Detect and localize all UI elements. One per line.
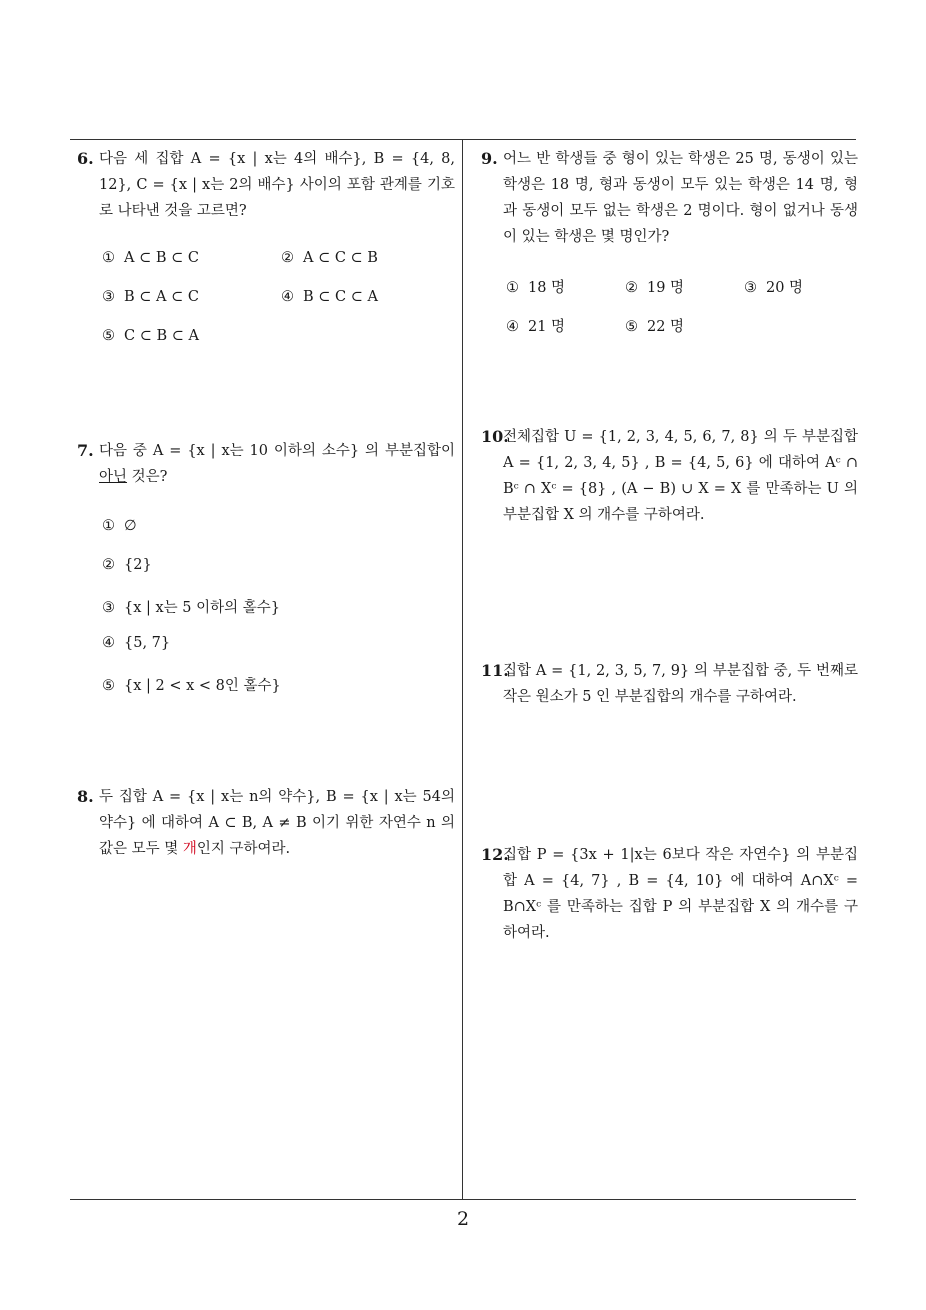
problem-text: 어느 반 학생들 중 형이 있는 학생은 25 명, 동생이 있는 학생은 18 명, 형과 동생이 모두 있는 학생은 14 명, 형과 동생이 모두 없는 학생은 2 명이다. 형이 없거나 동생이 있는 학생은 몇 명인가?	[503, 151, 858, 245]
problem-number: 6.	[77, 149, 94, 168]
problem-text: 전체집합 U = {1, 2, 3, 4, 5, 6, 7, 8} 의 두 부분집합 A = {1, 2, 3, 4, 5} , B = {4, 5, 6} 에 대하여 Aᶜ ∩ Bᶜ ∩ Xᶜ = {8} , (A − B) ∪ X = X 를 만족하는 U 의 부분집합 X 의 개수를 구하여라.	[503, 429, 858, 523]
choice-4[interactable]: ④ 21 명	[506, 319, 566, 335]
choice-5[interactable]: ⑤ C ⊂ B ⊂ A	[102, 328, 199, 344]
choice-2[interactable]: ② A ⊂ C ⊂ B	[281, 250, 378, 266]
choice-1[interactable]: ① ∅	[102, 518, 137, 534]
problem-number: 12.	[481, 845, 509, 864]
choice-2[interactable]: ② 19 명	[625, 280, 685, 296]
problem-text: 집합 P = {3x + 1|x는 6보다 작은 자연수} 의 부분집합 A = {4, 7} , B = {4, 10} 에 대하여 A∩Xᶜ = B∩Xᶜ 를 만족하는 집합 P 의 부분집합 X 의 개수를 구하여라.	[503, 847, 858, 941]
page-number: 2	[456, 1208, 470, 1230]
choice-3[interactable]: ③ 20 명	[744, 280, 804, 296]
choice-3[interactable]: ③ {x | x는 5 이하의 홀수}	[102, 600, 281, 616]
choice-1[interactable]: ① 18 명	[506, 280, 566, 296]
problem-number: 8.	[77, 787, 94, 806]
choice-1[interactable]: ① A ⊂ B ⊂ C	[102, 250, 199, 266]
problem-number: 11.	[481, 661, 509, 680]
choice-5[interactable]: ⑤ {x | 2 < x < 8인 홀수}	[102, 678, 281, 694]
problem-text: 다음 중 A = {x | x는 10 이하의 소수} 의 부분집합이 아닌 것은?	[99, 443, 455, 485]
underlined-word: 아닌	[99, 469, 128, 485]
problem-7	[77, 438, 455, 490]
problem-10	[481, 424, 858, 528]
problem-number: 7.	[77, 441, 94, 460]
problem-11	[481, 658, 858, 710]
highlighted-word: 개	[182, 841, 197, 857]
choice-5[interactable]: ⑤ 22 명	[625, 319, 685, 335]
problem-number: 10.	[481, 427, 509, 446]
problem-6	[77, 146, 455, 224]
problem-number: 9.	[481, 149, 498, 168]
choice-4[interactable]: ④ {5, 7}	[102, 635, 171, 651]
choice-4[interactable]: ④ B ⊂ C ⊂ A	[281, 289, 378, 305]
problem-text: 다음 세 집합 A = {x | x는 4의 배수}, B = {4, 8, 12}, C = {x | x는 2의 배수} 사이의 포함 관계를 기호로 나타낸 것을 고르면?	[99, 151, 455, 219]
bottom-rule	[70, 1199, 856, 1200]
problem-text: 두 집합 A = {x | x는 n의 약수}, B = {x | x는 54의 약수} 에 대하여 A ⊂ B, A ≠ B 이기 위한 자연수 n 의 값은 모두 몇 개인지 구하여라.	[99, 789, 455, 857]
choice-3[interactable]: ③ B ⊂ A ⊂ C	[102, 289, 199, 305]
problem-text: 집합 A = {1, 2, 3, 5, 7, 9} 의 부분집합 중, 두 번째로 작은 원소가 5 인 부분집합의 개수를 구하여라.	[503, 663, 858, 705]
choice-2[interactable]: ② {2}	[102, 557, 152, 573]
problem-8	[77, 784, 455, 862]
problem-12	[481, 842, 858, 946]
problem-9	[481, 146, 858, 250]
column-divider	[462, 139, 463, 1200]
